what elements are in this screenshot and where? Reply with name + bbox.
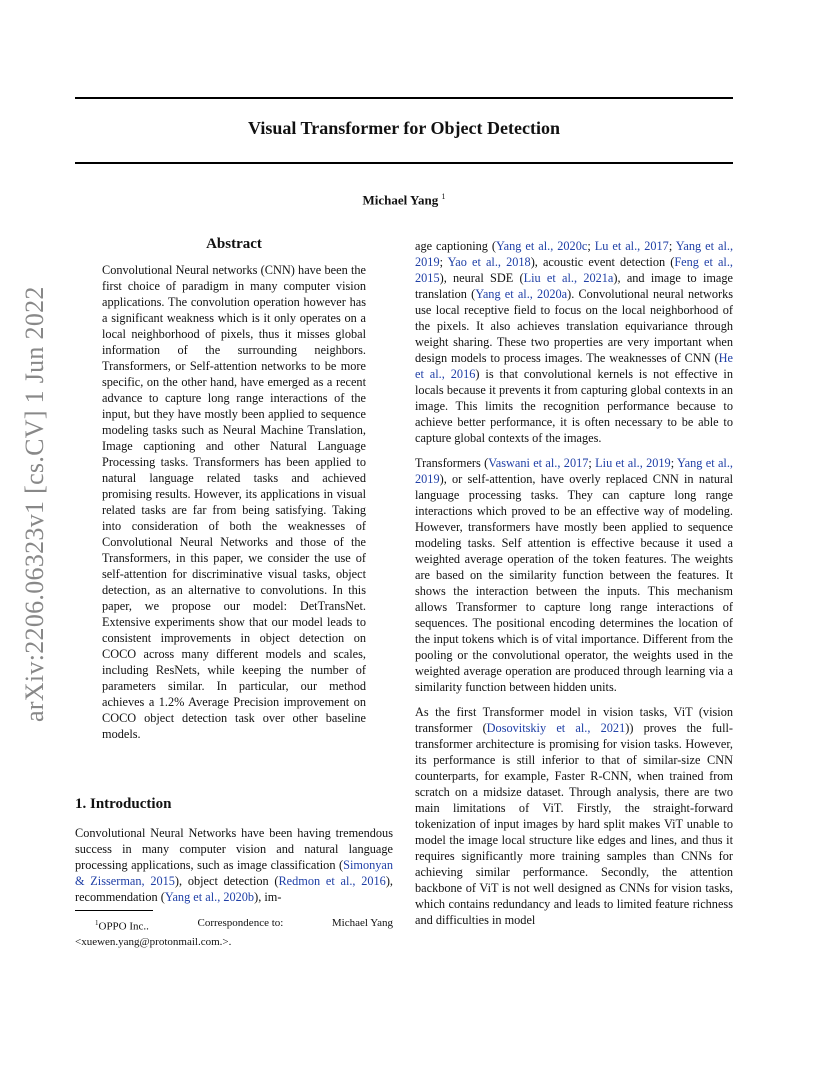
citation-link[interactable]: Yao et al., 2018 — [447, 255, 531, 269]
paragraph-text: ; — [587, 239, 595, 253]
citation-link[interactable]: Feng et al., 2015 — [415, 255, 733, 285]
citation-link[interactable]: Yang et al., 2020c — [496, 239, 588, 253]
citation-link[interactable]: Lu et al., 2017 — [594, 239, 669, 253]
paragraph-text: ; — [439, 255, 448, 269]
author-line — [75, 192, 733, 208]
title-top-rule — [75, 97, 733, 99]
citation-link[interactable]: Vaswani et al., 2017 — [488, 456, 589, 470]
arxiv-side-label: arXiv:2206.06323v1 [cs.CV] 1 Jun 2022 — [20, 286, 49, 722]
footnote-mark: 1 — [95, 919, 99, 927]
citation-link[interactable]: He et al., 2016 — [415, 351, 733, 381]
intro-text: ), im- — [254, 890, 282, 904]
intro-text: ), recommendation ( — [75, 874, 393, 904]
title-bottom-rule — [75, 162, 733, 164]
paragraph-text: ). Convolutional neural networks use local receptive field to focus on the local neighborhood of the pixels. It also achieves translation equivariance through weight sharing. These two properties are very important when design models to process images. The weaknesses of CNN ( — [415, 287, 734, 365]
footnote — [75, 916, 393, 950]
paragraph-text: age captioning ( — [415, 239, 497, 253]
footnote-correspondence: Correspondence to: — [197, 917, 284, 929]
introduction-heading: 1. Introduction — [75, 796, 172, 812]
citation-link[interactable]: Yang et al., 2020a — [475, 287, 568, 301]
paragraph-text: ; — [588, 456, 596, 470]
footnote-rule — [75, 910, 153, 911]
paragraph-text: ), acoustic event detection ( — [530, 255, 675, 269]
right-paragraph-1 — [415, 238, 733, 446]
citation-link[interactable]: Yang et al., 2019 — [415, 239, 734, 269]
introduction-paragraph — [75, 825, 393, 905]
right-paragraph-2 — [415, 455, 733, 695]
paragraph-text: ), neural SDE ( — [439, 271, 524, 285]
paragraph-text: As the first Transformer model in vision tasks, ViT (vision transformer ( — [415, 705, 733, 735]
paper-title: Visual Transformer for Object Detection — [248, 118, 560, 138]
citation-link[interactable]: Redmon et al., 2016 — [278, 874, 386, 888]
author-footnote-mark: 1 — [441, 192, 446, 201]
citation-link[interactable]: Yang et al., 2020b — [164, 890, 255, 904]
author-name: Michael Yang — [362, 192, 439, 208]
paragraph-text: ) is that convolutional kernels is not effective in locals because it prevents it from capturing global contexts in an image. This limits the recognition performance because to achieve better performance, it is often necessary to be able to capture global contexts of the images. — [415, 367, 733, 445]
right-paragraph-3 — [415, 704, 733, 928]
intro-text: ), object detection ( — [174, 874, 279, 888]
abstract-heading: Abstract — [206, 236, 262, 252]
citation-link[interactable]: Liu et al., 2019 — [595, 456, 671, 470]
paragraph-text: )) proves the full-transformer architecture is promising for vision tasks. However, its performance is still inferior to that of similar-size CNN counterparts, for example, Faster R-CNN, when trained from scratch on a midsize dataset. Through analysis, there are two main limitations of ViT. Firstly, the straight-forward tokenization of input images by hard split makes ViT unable to model the image local structure like edges and lines, and thus it requires significantly more training samples than CNNs for achieving similar performance. Secondly, the attention backbone of ViT is not well designed as CNNs for vision tasks, which contains redundancy and leads to limited feature richness and difficulties in model — [415, 721, 733, 927]
paragraph-text: ), or self-attention, have overly replaced CNN in natural language processing tasks. They can capture long range interactions which proved to be an effective way of modeling. However, transformers have mostly been applied to sequence modeling tasks. Self attention is effective because it used a weighted average operation of the token features. The weights are based on the similarity function between the features. It shows the interaction between the inputs. This mechanism allows Transformer to capture long range interactions of sequences. The positional encoding determines the location of the input tokens which is of vital importance. Different from the pooling or the convolutional operator, the weights used in the weighted average operation are produced through learning via a similarity function between hidden units. — [415, 472, 733, 694]
footnote-org: OPPO Inc.. — [98, 920, 149, 933]
citation-link[interactable]: Yang et al., 2019 — [415, 456, 733, 486]
paragraph-text: Transformers ( — [415, 456, 489, 470]
citation-link[interactable]: Simonyan & Zisserman, 2015 — [75, 858, 393, 888]
paragraph-text: ; — [670, 456, 677, 470]
intro-text: Convolutional Neural Networks have been having tremendous success in many computer vision and natural language processing applications, such as image classification ( — [75, 826, 393, 872]
paragraph-text: ), and image to image translation ( — [415, 271, 733, 301]
citation-link[interactable]: Dosovitskiy et al., 2021 — [486, 721, 626, 735]
abstract-text: Convolutional Neural networks (CNN) have been the first choice of paradigm in many computer vision applications. The convolution operation however has a significant weakness which is it only operates on a local neighborhood of pixels, thus it misses global information of the surrounding neighbors. Transformers, or Self-attention networks to be more specific, on the other hand, have emerged as a recent advance to capture long range interactions of the input, but they have mostly been applied to sequence modeling tasks such as Neural Machine Translation, Image captioning and other Natural Language Processing tasks. Transformers has been applied to natural language related tasks and achieved promising results. However, its applications in visual related tasks are far from being satisfying. Taking into consideration of both the weaknesses of Convolutional Neural Networks and those of the Transformers, in this paper, we consider the use of self-attention for discriminative visual tasks, object detection, as an alternative to convolutions. In this paper, we propose our model: DetTransNet. Extensive experiments show that our model leads to consistent improvements in object detection on COCO across many different models and scales, including ResNets, while keeping the number of parameters similar. In particular, our method achieves a 1.2% Average Precision improvement on COCO object detection task over other baseline models. — [102, 263, 366, 741]
paragraph-text: ; — [668, 239, 676, 253]
footnote-email: <xuewen.yang@protonmail.com.>. — [75, 935, 232, 948]
footnote-name: Michael Yang — [331, 917, 393, 929]
right-column — [415, 238, 733, 937]
citation-link[interactable]: Liu et al., 2021a — [523, 271, 614, 285]
